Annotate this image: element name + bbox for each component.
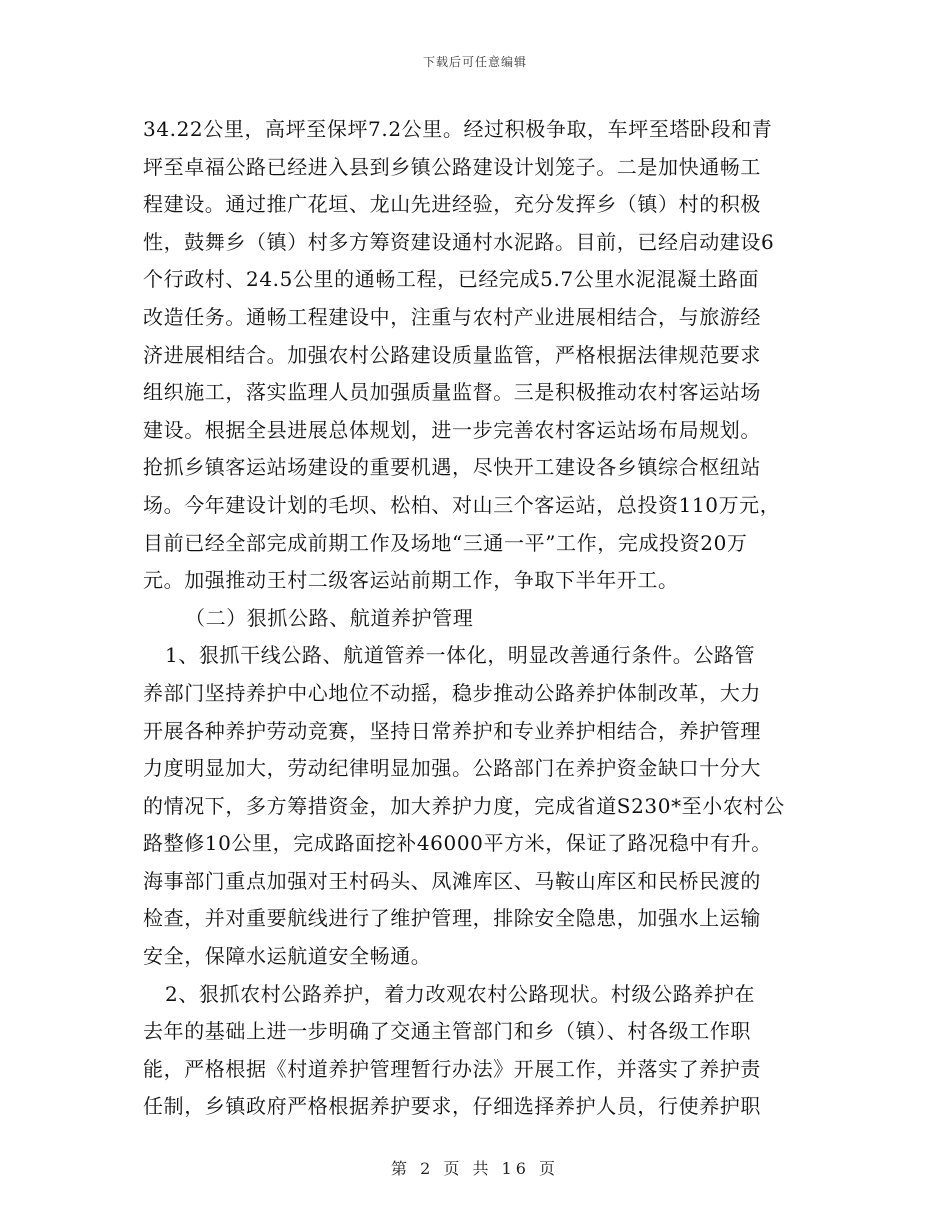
page-header: 下载后可任意编辑 <box>422 55 527 69</box>
text-line: 能，严格根据《村道养护管理暂行办法》开展工作，并落实了养护责 <box>143 1056 761 1081</box>
text-line: 抢抓乡镇客运站场建设的重要机遇，尽快开工建设各乡镇综合枢纽站 <box>143 455 761 480</box>
text-line: 改造任务。通畅工程建设中，注重与农村产业进展相结合，与旅游经 <box>143 304 761 329</box>
text-line: 开展各种养护劳动竞赛，坚持日常养护和专业养护相结合，养护管理 <box>143 718 761 743</box>
section-heading: （二）狠抓公路、航道养护管理 <box>185 605 474 630</box>
text-line: 组织施工，落实监理人员加强质量监督。三是积极推动农村客运站场 <box>143 380 761 405</box>
text-line: 性，鼓舞乡（镇）村多方筹资建设通村水泥路。目前，已经启动建设6 <box>143 229 775 254</box>
text-line: 的情况下，多方筹措资金，加大养护力度，完成省道S230*至小农村公 <box>143 793 785 818</box>
text-line: 检查，并对重要航线进行了维护管理，排除安全隐患，加强水上运输 <box>143 906 761 931</box>
text-line: 济进展相结合。加强农村公路建设质量监管，严格根据法律规范要求 <box>143 342 761 367</box>
paragraph-start: 1、狠抓干线公路、航道管养一体化，明显改善通行条件。公路管 <box>165 643 756 668</box>
text-line: 场。今年建设计划的毛坝、松柏、对山三个客运站，总投资110万元， <box>143 492 781 517</box>
paragraph-start: 2、狠抓农村公路养护，着力改观农村公路现状。村级公路养护在 <box>165 981 756 1006</box>
text-line: 元。加强推动王村二级客运站前期工作，争取下半年开工。 <box>143 568 679 593</box>
text-line: 去年的基础上进一步明确了交通主管部门和乡（镇）、村各级工作职 <box>143 1019 751 1044</box>
text-line: 坪至卓福公路已经进入县到乡镇公路建设计划笼子。二是加快通畅工 <box>143 154 761 179</box>
document-body <box>143 111 807 1126</box>
text-line: 34.22公里，高坪至保坪7.2公里。经过积极争取，车坪至塔卧段和青 <box>143 117 773 141</box>
text-line: 个行政村、24.5公里的通畅工程，已经完成5.7公里水泥混凝土路面 <box>143 267 760 292</box>
text-line: 建设。根据全县进展总体规划，进一步完善农村客运站场布局规划。 <box>143 417 761 442</box>
text-line: 安全，保障水运航道安全畅通。 <box>143 944 432 969</box>
text-line: 力度明显加大，劳动纪律明显加强。公路部门在养护资金缺口十分大 <box>143 756 761 781</box>
page-number-footer: 第 2 页 共 16 页 <box>391 1159 559 1178</box>
text-line: 路整修10公里，完成路面挖补46000平方米，保证了路况稳中有升。 <box>143 831 772 856</box>
text-line: 程建设。通过推广花垣、龙山先进经验，充分发挥乡（镇）村的积极 <box>143 192 761 217</box>
text-line: 海事部门重点加强对王村码头、凤滩库区、马鞍山库区和民桥民渡的 <box>143 868 761 893</box>
text-line: 养部门坚持养护中心地位不动摇，稳步推动公路养护体制改革，大力 <box>143 680 761 705</box>
text-line: 目前已经全部完成前期工作及场地“三通一平”工作，完成投资20万 <box>143 530 748 555</box>
text-line: 任制，乡镇政府严格根据养护要求，仔细选择养护人员，行使养护职 <box>143 1094 761 1119</box>
